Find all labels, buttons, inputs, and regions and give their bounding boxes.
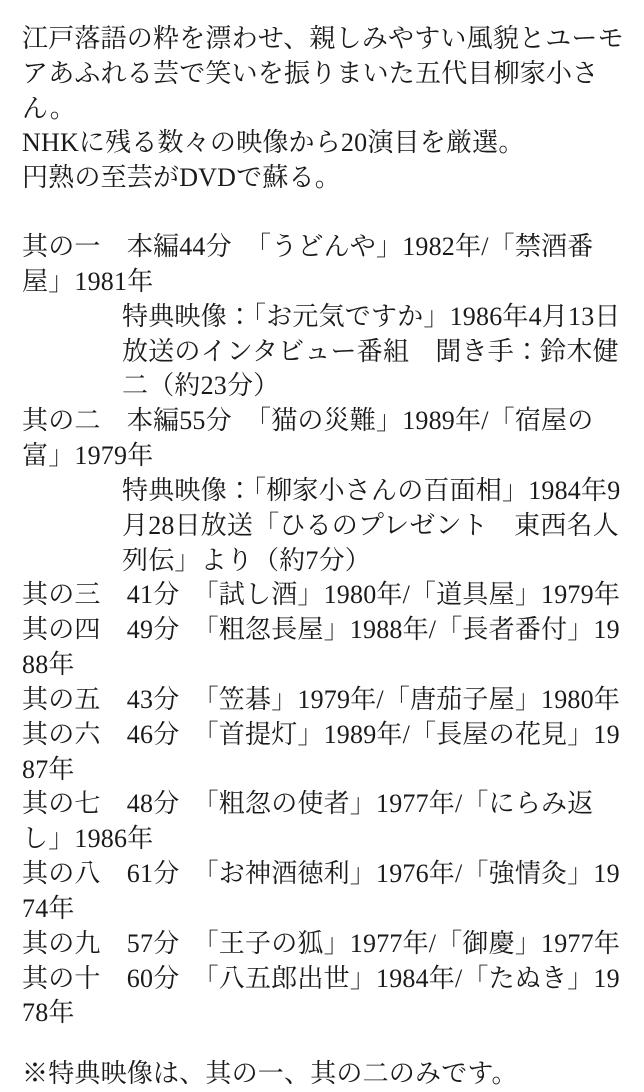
intro-list-spacer — [22, 196, 626, 230]
intro-paragraph-3: 円熟の至芸がDVDで蘇る。 — [22, 163, 341, 193]
intro-paragraph-1: 江戸落語の粋を漂わせ、親しみやすい風貌とユーモアあふれる芸で笑いを振りまいた五代目柳家小さん。 — [22, 24, 624, 123]
volume-entry-5: 其の五 43分 「笠碁」1979年/「唐茄子屋」1980年 — [22, 684, 621, 714]
volume-list — [22, 230, 626, 1031]
volume-entry-2: 其の二 本編55分 「猫の災難」1989年/「宿屋の富」1979年 — [22, 406, 594, 471]
volume-bonus-1: 特典映像：「お元気ですか」1986年4月13日放送のインタビュー番組 聞き手：鈴木健二（約23分） — [122, 301, 621, 401]
footnote-spacer — [22, 1031, 626, 1057]
volume-entry-6: 其の六 46分 「首提灯」1989年/「長屋の花見」1987年 — [22, 719, 620, 784]
volume-entry-3: 其の三 41分 「試し酒」1980年/「道具屋」1979年 — [22, 580, 621, 610]
volume-entry-7: 其の七 48分 「粗忽の使者」1977年/「にらみ返し」1986年 — [22, 789, 594, 854]
volume-entry-9: 其の九 57分 「王子の狐」1977年/「御慶」1977年 — [22, 928, 621, 958]
intro-paragraph-2: NHKに残る数々の映像から20演目を厳選。 — [22, 128, 525, 158]
footnote: ※特典映像は、其の一、其の二のみです。 — [22, 1059, 518, 1089]
volume-entry-10: 其の十 60分 「八五郎出世」1984年/「たぬき」1978年 — [22, 963, 620, 1028]
volume-entry-8: 其の八 61分 「お神酒徳利」1976年/「強情灸」1974年 — [22, 859, 620, 923]
volume-bonus-2: 特典映像：「柳家小さんの百面相」1984年9月28日放送「ひるのプレゼント 東西名人列伝」より（約7分） — [122, 475, 621, 575]
volume-entry-1: 其の一 本編44分 「うどんや」1982年/「禁酒番屋」1981年 — [22, 232, 594, 296]
intro-section — [22, 22, 626, 196]
volume-entry-4: 其の四 49分 「粗忽長屋」1988年/「長者番付」1988年 — [22, 615, 620, 680]
